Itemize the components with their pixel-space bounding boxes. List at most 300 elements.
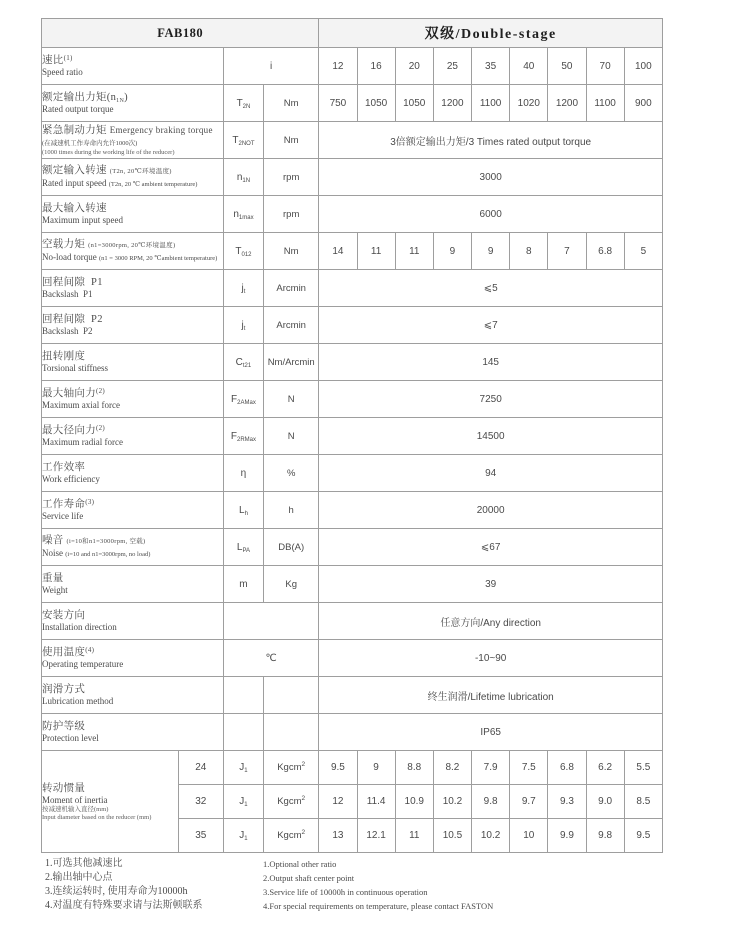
spec-row-rated-input-speed <box>42 159 663 196</box>
text-segment: L <box>236 541 243 553</box>
text-segment: (1) <box>63 54 73 62</box>
symbol-cell <box>223 381 263 418</box>
symbol-cell <box>223 418 263 455</box>
symbol-cell <box>223 785 263 819</box>
inertia-row-24 <box>42 751 663 785</box>
value-cell: 5 <box>624 233 662 270</box>
text-segment: 回程间隙 P2 <box>42 314 103 325</box>
label-line1 <box>42 202 223 215</box>
text-segment: Kgcm <box>277 762 302 773</box>
spec-table <box>41 18 663 853</box>
unit-cell <box>264 307 319 344</box>
label-line2 <box>42 474 223 485</box>
spec-table-body <box>42 48 663 853</box>
text-segment: Service life <box>42 511 84 521</box>
note-en: 3.Service life of 10000h in continuous operation <box>263 887 428 897</box>
value-cell: 8.8 <box>395 751 433 785</box>
symbol-cell <box>223 159 263 196</box>
spec-row-no-load-torque <box>42 233 663 270</box>
row-label <box>42 603 224 640</box>
row-label <box>42 677 224 714</box>
label-line1 <box>42 646 223 659</box>
value-cell: 9 <box>357 751 395 785</box>
value-cell-merged: ⩽67 <box>319 529 663 566</box>
text-segment: (i=10和n1=3000rpm, 空载) <box>66 538 146 545</box>
text-segment: rpm <box>283 208 300 220</box>
value-cell: 10.2 <box>433 785 471 819</box>
value-cell: 9.5 <box>319 751 357 785</box>
spec-row-max-axial-force <box>42 381 663 418</box>
spec-row-weight <box>42 566 663 603</box>
value-cell-merged: 7250 <box>319 381 663 418</box>
symbol-cell <box>223 603 318 640</box>
text-segment: 额定输出力矩(n <box>42 92 117 103</box>
text-segment: Operating temperature <box>42 659 124 669</box>
value-cell: 9.8 <box>586 819 624 853</box>
text-segment: T <box>236 97 243 109</box>
value-cell: 50 <box>548 48 586 85</box>
value-cell-merged: 终生润滑/Lifetime lubrication <box>319 677 663 714</box>
text-segment: Nm/Arcmin <box>267 356 315 368</box>
symbol-cell <box>223 677 263 714</box>
value-cell: 9.9 <box>548 819 586 853</box>
label-line2 <box>42 548 223 560</box>
unit-cell <box>264 418 319 455</box>
text-segment: Kg <box>285 578 297 590</box>
symbol-cell <box>223 307 263 344</box>
note-cn: 1.可选其他减速比 <box>45 858 123 869</box>
row-label <box>42 159 224 196</box>
label-line2 <box>42 511 223 522</box>
text-segment: 2AMax <box>237 399 256 406</box>
text-segment: Kgcm <box>277 796 302 807</box>
value-cell: 16 <box>357 48 395 85</box>
symbol-cell <box>223 455 263 492</box>
label-line1 <box>42 534 223 548</box>
text-segment: j <box>241 282 244 294</box>
symbol-cell <box>223 344 263 381</box>
value-cell-merged: 3倍额定输出力矩/3 Times rated output torque <box>319 122 663 159</box>
unit-cell <box>264 751 319 785</box>
text-segment: 工作效率 <box>42 462 86 473</box>
text-segment: Torsional stiffness <box>42 363 108 373</box>
note-en: 1.Optional other ratio <box>263 859 337 869</box>
text-segment: Noise <box>42 548 66 558</box>
row-label <box>42 85 224 122</box>
label-line1 <box>42 313 223 326</box>
spec-row-max-radial-force <box>42 418 663 455</box>
label-line1 <box>42 350 223 363</box>
text-segment: 防护等级 <box>42 721 86 732</box>
spec-row-emergency-braking-torque <box>42 122 663 159</box>
label-line2 <box>42 137 223 149</box>
value-cell: 9.5 <box>624 819 662 853</box>
spec-row-protection-level <box>42 714 663 751</box>
value-cell: 1050 <box>357 85 395 122</box>
row-label <box>42 492 224 529</box>
text-segment: η <box>240 467 247 479</box>
value-cell-merged: 20000 <box>319 492 663 529</box>
value-cell: 11 <box>395 233 433 270</box>
label-line1 <box>42 498 223 511</box>
label-line2 <box>42 289 223 300</box>
text-segment: Backslash P2 <box>42 326 93 336</box>
label-line1 <box>42 238 223 252</box>
input-diameter-cell: 35 <box>178 819 223 853</box>
value-cell: 12.1 <box>357 819 395 853</box>
symbol-cell <box>223 122 263 159</box>
value-cell: 20 <box>395 48 433 85</box>
unit-cell <box>264 233 319 270</box>
unit-cell <box>264 455 319 492</box>
text-segment: 润滑方式 <box>42 684 86 695</box>
value-cell-merged: 39 <box>319 566 663 603</box>
unit-cell <box>264 159 319 196</box>
value-cell: 7 <box>548 233 586 270</box>
label-line2 <box>42 733 223 744</box>
text-segment: 重量 <box>42 573 64 584</box>
text-segment: (T2n, 20℃环境温度) <box>109 168 172 175</box>
text-segment: Speed ratio <box>42 67 83 77</box>
label-line2 <box>42 215 223 226</box>
value-cell-merged: -10~90 <box>319 640 663 677</box>
symbol-cell <box>223 566 263 603</box>
value-cell: 1020 <box>510 85 548 122</box>
unit-cell <box>264 122 319 159</box>
text-segment: (1000 times during the working life of the reducer) <box>42 148 175 156</box>
label-line3 <box>42 806 178 814</box>
value-cell: 7.9 <box>472 751 510 785</box>
label-line2 <box>42 659 223 670</box>
text-segment: 速比 <box>42 55 64 66</box>
symbol-cell <box>223 714 263 751</box>
label-line1 <box>42 572 223 585</box>
text-segment: Protection level <box>42 733 99 743</box>
text-segment: Arcmin <box>276 319 306 331</box>
text-segment: m <box>239 578 248 590</box>
value-cell: 9.7 <box>510 785 548 819</box>
text-segment: N <box>287 430 295 442</box>
text-segment: ℃ <box>265 652 277 664</box>
text-segment: 2 <box>301 795 306 802</box>
value-cell: 40 <box>510 48 548 85</box>
text-segment: (4) <box>85 646 95 654</box>
value-cell: 5.5 <box>624 751 662 785</box>
symbol-cell <box>223 640 318 677</box>
row-label <box>42 307 224 344</box>
unit-cell <box>264 381 319 418</box>
text-segment: % <box>286 467 296 479</box>
text-segment: (T2n, 20 ℃ ambient temperature) <box>108 181 198 188</box>
text-segment: t21 <box>242 362 252 369</box>
label-line1 <box>42 720 223 733</box>
spec-row-max-input-speed <box>42 196 663 233</box>
text-segment: Nm <box>283 245 299 257</box>
text-segment: t <box>243 288 246 295</box>
text-segment: 1 <box>244 802 248 808</box>
value-cell: 14 <box>319 233 357 270</box>
text-segment: 回程间隙 P1 <box>42 277 103 288</box>
text-segment: 2N <box>242 103 251 110</box>
value-cell: 12 <box>319 785 357 819</box>
value-cell: 1100 <box>586 85 624 122</box>
value-cell: 10.2 <box>472 819 510 853</box>
text-segment: 1 <box>244 836 248 842</box>
note-cn: 3.连续运转时, 使用寿命为10000h <box>45 886 188 897</box>
value-cell: 70 <box>586 48 624 85</box>
value-cell: 25 <box>433 48 471 85</box>
value-cell: 8 <box>510 233 548 270</box>
row-label <box>42 714 224 751</box>
text-segment: (n1=3000rpm, 20℃环境温度) <box>88 242 176 249</box>
text-segment: Work efficiency <box>42 474 100 484</box>
value-cell-merged: ⩽5 <box>319 270 663 307</box>
unit-cell <box>264 344 319 381</box>
row-label <box>42 418 224 455</box>
value-cell: 7.5 <box>510 751 548 785</box>
footnotes-en <box>263 857 493 913</box>
text-segment: 紧急制动力矩 <box>42 124 110 136</box>
text-segment: 1max <box>238 214 254 221</box>
text-segment: (i=10 and n1=3000rpm, no load) <box>65 551 151 558</box>
text-segment: n <box>233 208 239 220</box>
value-cell-merged: 3000 <box>319 159 663 196</box>
row-label <box>42 381 224 418</box>
row-label <box>42 233 224 270</box>
value-cell: 11.4 <box>357 785 395 819</box>
value-cell: 900 <box>624 85 662 122</box>
symbol-cell <box>223 196 263 233</box>
row-label <box>42 751 179 853</box>
label-line2 <box>42 67 223 78</box>
text-segment: (2) <box>96 424 106 432</box>
text-segment: 按减速机输入直径(mm) <box>42 805 109 813</box>
row-label <box>42 529 224 566</box>
spec-row-service-life <box>42 492 663 529</box>
text-segment: Lubrication method <box>42 696 114 706</box>
text-segment: F <box>231 393 238 405</box>
row-label <box>42 122 224 159</box>
label-line1 <box>42 124 223 137</box>
value-cell: 8.2 <box>433 751 471 785</box>
label-line2 <box>42 178 223 190</box>
row-label <box>42 344 224 381</box>
text-segment: 额定输入转速 <box>42 165 110 176</box>
text-segment: L <box>239 504 245 516</box>
text-segment: (n1 = 3000 RPM, 20 ℃ambient temperature) <box>98 255 218 262</box>
text-segment: 最大轴向力 <box>42 388 96 399</box>
row-label <box>42 640 224 677</box>
text-segment: 1N <box>116 98 125 104</box>
unit-cell <box>264 196 319 233</box>
text-segment: F <box>230 430 237 442</box>
note-en: 4.For special requirements on temperature, please contact FASTON <box>263 901 494 911</box>
value-cell-merged: 6000 <box>319 196 663 233</box>
unit-cell <box>264 529 319 566</box>
value-cell: 9.0 <box>586 785 624 819</box>
spec-row-operating-temperature <box>42 640 663 677</box>
text-segment: 空载力矩 <box>42 239 89 250</box>
unit-cell <box>264 492 319 529</box>
label-line1 <box>42 387 223 400</box>
label-line2 <box>42 363 223 374</box>
model-header: FAB180 <box>42 19 319 48</box>
spec-row-rated-output-torque <box>42 85 663 122</box>
spec-row-installation-direction <box>42 603 663 640</box>
text-segment: Kgcm <box>277 830 302 841</box>
text-segment: 最大径向力 <box>42 425 96 436</box>
value-cell: 9.8 <box>472 785 510 819</box>
value-cell: 100 <box>624 48 662 85</box>
text-segment: J <box>239 762 245 773</box>
value-cell: 9 <box>472 233 510 270</box>
unit-cell <box>264 270 319 307</box>
label-line4 <box>42 814 178 822</box>
note-en: 2.Output shaft center point <box>263 873 355 883</box>
value-cell-merged: IP65 <box>319 714 663 751</box>
text-segment: (3) <box>85 498 95 506</box>
text-segment: 转动惯量 <box>42 782 86 794</box>
text-segment: t <box>243 325 246 332</box>
label-line2 <box>42 622 223 633</box>
value-cell: 1200 <box>433 85 471 122</box>
unit-cell <box>264 677 319 714</box>
text-segment: Rated output torque <box>42 104 114 114</box>
label-line2 <box>42 585 223 596</box>
unit-cell <box>264 85 319 122</box>
row-label <box>42 270 224 307</box>
note-cn: 4.对温度有特殊要求请与法斯顿联系 <box>45 900 203 911</box>
row-label <box>42 455 224 492</box>
value-cell: 1200 <box>548 85 586 122</box>
text-segment: i <box>269 60 273 72</box>
text-segment: ) <box>124 92 128 103</box>
value-cell: 750 <box>319 85 357 122</box>
row-label <box>42 196 224 233</box>
label-line1 <box>42 683 223 696</box>
value-cell: 10.5 <box>433 819 471 853</box>
symbol-cell <box>223 48 318 85</box>
unit-cell <box>264 714 319 751</box>
row-label <box>42 566 224 603</box>
value-cell: 6.8 <box>586 233 624 270</box>
label-line2 <box>42 795 178 806</box>
value-cell: 12 <box>319 48 357 85</box>
label-line2 <box>42 326 223 337</box>
text-segment: 1N <box>242 177 251 184</box>
text-segment: Installation direction <box>42 622 117 632</box>
text-segment: (在减速机工作寿命内允许1000次) <box>42 139 138 147</box>
text-segment: 安装方向 <box>42 610 86 621</box>
value-cell: 11 <box>357 233 395 270</box>
text-segment: Input diameter based on the reducer (mm) <box>42 813 152 821</box>
value-cell: 11 <box>395 819 433 853</box>
value-cell: 1100 <box>472 85 510 122</box>
spec-row-noise <box>42 529 663 566</box>
value-cell: 10 <box>510 819 548 853</box>
text-segment: 012 <box>241 251 252 258</box>
text-segment: 噪音 <box>42 535 67 546</box>
label-line2 <box>42 696 223 707</box>
text-segment: j <box>241 319 244 331</box>
symbol-cell <box>223 751 263 785</box>
text-segment: n <box>236 171 243 183</box>
stage-header: 双级/Double-stage <box>319 19 663 48</box>
label-line1 <box>42 276 223 289</box>
text-segment: 工作寿命 <box>42 499 86 510</box>
value-cell-merged: 94 <box>319 455 663 492</box>
label-line2 <box>42 400 223 411</box>
text-segment: Maximum radial force <box>42 437 123 447</box>
label-line1 <box>42 782 178 795</box>
label-line2 <box>42 437 223 448</box>
text-segment: 最大输入转速 <box>42 203 107 214</box>
text-segment: No-load torque <box>42 252 99 262</box>
text-segment: T <box>232 134 239 146</box>
value-cell-merged: 145 <box>319 344 663 381</box>
label-line1 <box>42 54 223 67</box>
row-label <box>42 48 224 85</box>
spec-row-backlash-p2 <box>42 307 663 344</box>
spec-row-speed-ratio <box>42 48 663 85</box>
symbol-cell <box>223 529 263 566</box>
value-cell: 35 <box>472 48 510 85</box>
unit-cell <box>264 819 319 853</box>
spec-row-lubrication-method <box>42 677 663 714</box>
text-segment: J <box>239 796 245 807</box>
value-cell: 9.3 <box>548 785 586 819</box>
symbol-cell <box>223 270 263 307</box>
footnotes <box>45 857 493 913</box>
label-line1 <box>42 609 223 622</box>
value-cell: 9 <box>433 233 471 270</box>
text-segment: 2RMax <box>237 436 257 443</box>
label-line2 <box>42 104 223 115</box>
text-segment: Moment of inertia <box>42 794 108 805</box>
value-cell-merged: ⩽7 <box>319 307 663 344</box>
value-cell: 1050 <box>395 85 433 122</box>
text-segment: Emergency braking torque <box>109 124 213 135</box>
text-segment: Rated input speed <box>42 178 109 188</box>
unit-cell <box>264 566 319 603</box>
label-line1 <box>42 164 223 178</box>
text-segment: Backslash P1 <box>42 289 93 299</box>
value-cell: 8.5 <box>624 785 662 819</box>
text-segment: h <box>288 504 294 516</box>
text-segment: (2) <box>96 387 106 395</box>
text-segment: 2 <box>301 761 306 768</box>
symbol-cell <box>223 492 263 529</box>
text-segment: h <box>244 510 248 517</box>
label-line1 <box>42 424 223 437</box>
label-line3 <box>42 149 223 157</box>
note-cn: 2.输出轴中心点 <box>45 872 113 883</box>
text-segment: rpm <box>283 171 300 183</box>
text-segment: DB(A) <box>278 541 305 553</box>
spec-row-torsional-stiffness <box>42 344 663 381</box>
text-segment: T <box>235 245 242 257</box>
value-cell-merged: 任意方向/Any direction <box>319 603 663 640</box>
symbol-cell <box>223 233 263 270</box>
unit-cell <box>264 785 319 819</box>
text-segment: 扭转刚度 <box>42 351 86 362</box>
text-segment: N <box>287 393 295 405</box>
text-segment: Maximum input speed <box>42 215 123 225</box>
text-segment: J <box>239 830 245 841</box>
text-segment: 1 <box>244 768 248 774</box>
value-cell-merged: 14500 <box>319 418 663 455</box>
input-diameter-cell: 24 <box>178 751 223 785</box>
